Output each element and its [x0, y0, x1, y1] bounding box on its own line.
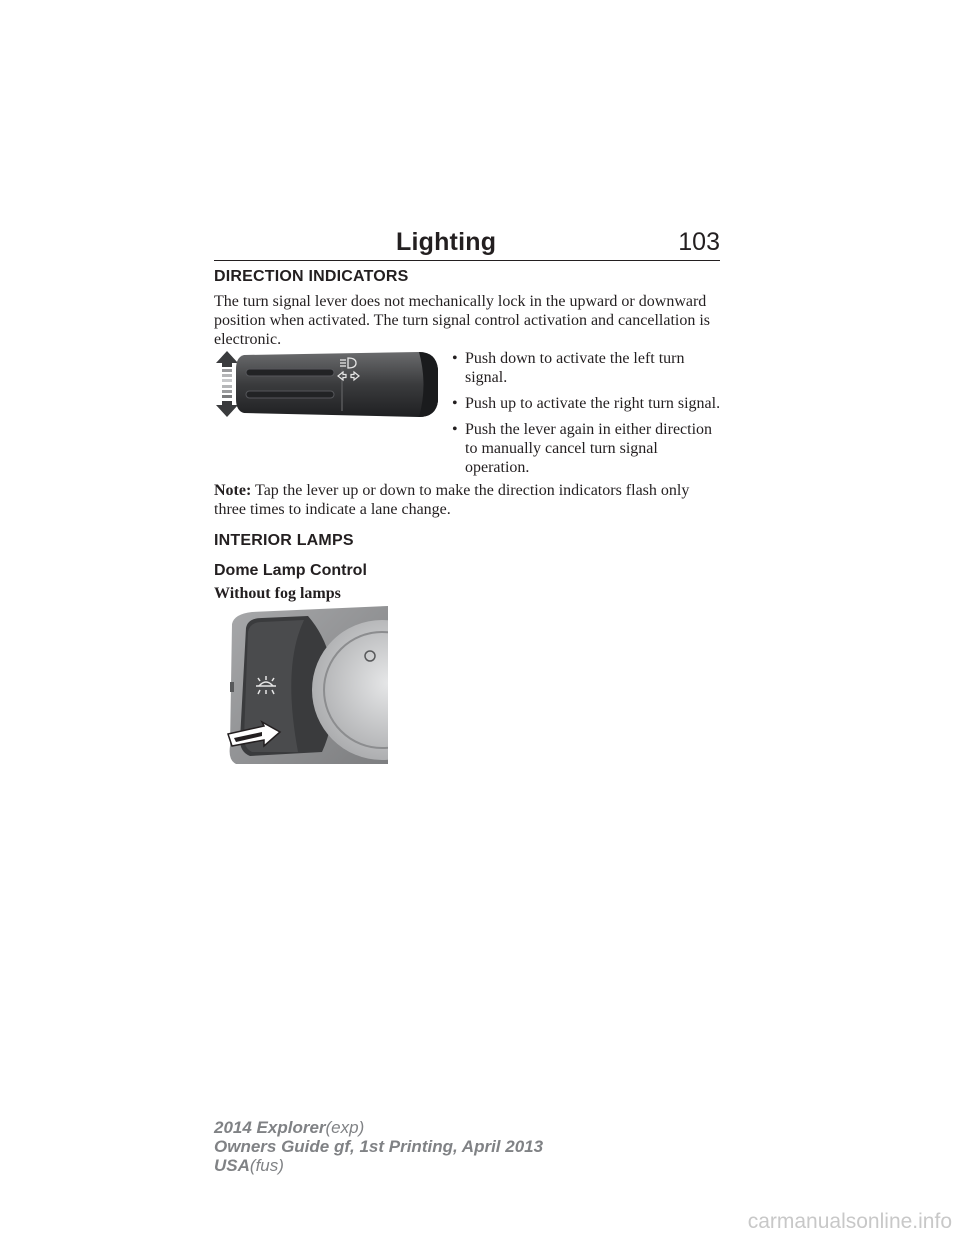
footer-model: 2014 Explorer — [214, 1118, 326, 1137]
footer-model-code: (exp) — [325, 1118, 365, 1137]
page-number: 103 — [678, 228, 720, 256]
footer-market: USA — [214, 1156, 250, 1175]
footer-market-code: (fus) — [249, 1156, 284, 1175]
note-paragraph — [214, 481, 720, 519]
watermark: carmanualsonline.info — [747, 1210, 952, 1233]
list-item: • Push down to activate the left turn signal. — [452, 349, 722, 387]
direction-indicators-heading: DIRECTION INDICATORS — [214, 268, 409, 285]
dome-lamp-control-heading: Dome Lamp Control — [214, 562, 367, 579]
page-section-title: Lighting — [396, 228, 497, 256]
document-footer — [214, 1118, 543, 1175]
header-divider — [214, 260, 720, 261]
note-text: Tap the lever up or down to make the direction indicators flash only three times to indicate a lane change. — [214, 482, 690, 518]
note-label: Note: — [214, 482, 252, 499]
without-fog-lamps-label: Without fog lamps — [214, 585, 341, 602]
turn-signal-lever-illustration — [214, 349, 444, 421]
up-down-arrow-icon — [216, 351, 238, 417]
turn-signal-instructions — [452, 349, 722, 484]
footer-edition: Owners Guide gf, 1st Printing, April 2013 — [214, 1137, 544, 1156]
direction-indicators-intro: The turn signal lever does not mechanically lock in the upward or downward position when activated. The turn signal control activation and cancellation is electronic. — [214, 293, 711, 348]
list-item: • Push up to activate the right turn signal. — [452, 394, 722, 413]
dome-lamp-control-illustration — [222, 606, 388, 764]
interior-lamps-heading: INTERIOR LAMPS — [214, 532, 354, 549]
list-item: • Push the lever again in either direction to manually cancel turn signal operation. — [452, 420, 722, 477]
